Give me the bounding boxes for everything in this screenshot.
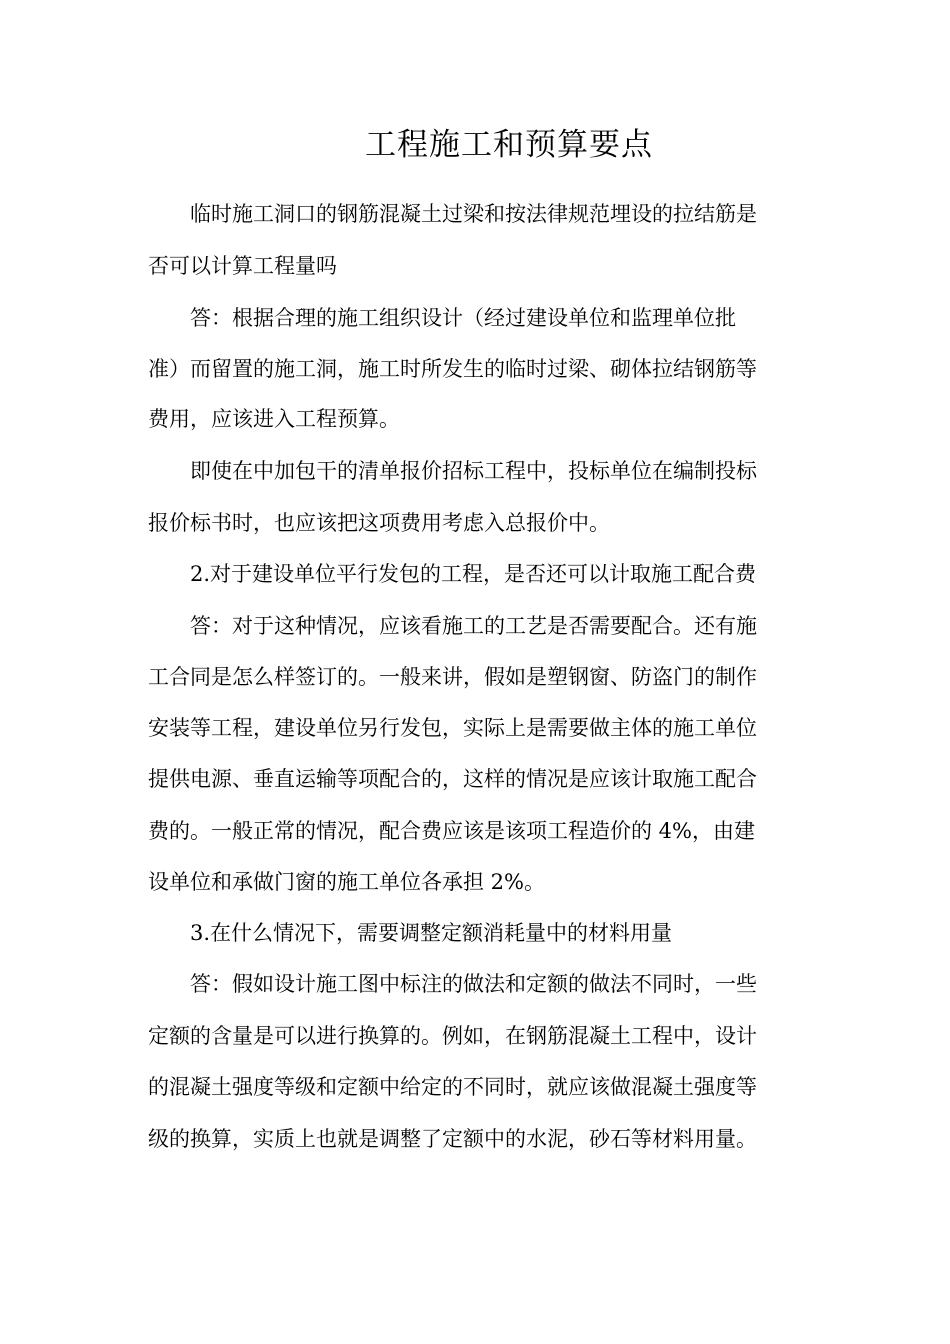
text-line: 报价标书时，也应该把这项费用考虑入总报价中。 [148,511,610,535]
text-line: 准）而留置的施工洞，施工时所发生的临时过梁、砌体拉结钢筋等 [148,357,757,381]
text-line: 答：对于这种情况，应该看施工的工艺是否需要配合。还有施 [190,614,757,638]
text-line: 否可以计算工程量吗 [148,254,337,278]
text-line: 设单位和承做门窗的施工单位各承担 2%。 [148,870,545,894]
text-line: 即使在中加包干的清单报价招标工程中，投标单位在编制投标 [190,459,757,483]
text-line: 安装等工程，建设单位另行发包，实际上是需要做主体的施工单位 [148,716,757,740]
text-line: 费的。一般正常的情况，配合费应该是该项工程造价的 4%，由建 [148,819,755,843]
text-line: 级的换算，实质上也就是调整了定额中的水泥，砂石等材料用量。 [148,1127,757,1151]
text-line: 工合同是怎么样签订的。一般来讲，假如是塑钢窗、防盗门的制作 [148,665,757,689]
text-line: 定额的含量是可以进行换算的。例如，在钢筋混凝土工程中，设计 [148,1024,757,1048]
text-line: 答：假如设计施工图中标注的做法和定额的做法不同时，一些 [190,972,757,996]
text-line: 的混凝土强度等级和定额中给定的不同时，就应该做混凝土强度等 [148,1075,757,1099]
text-line: 费用，应该进入工程预算。 [148,407,400,431]
text-line: 3.在什么情况下，需要调整定额消耗量中的材料用量 [190,921,673,945]
text-line: 提供电源、垂直运输等项配合的，这样的情况是应该计取施工配合 [148,767,757,791]
text-line: 临时施工洞口的钢筋混凝土过梁和按法律规范埋设的拉结筋是 [190,202,757,226]
text-line: 2.对于建设单位平行发包的工程，是否还可以计取施工配合费 [190,562,757,586]
document-title: 工程施工和预算要点 [365,127,653,163]
text-line: 答：根据合理的施工组织设计（经过建设单位和监理单位批 [190,306,736,330]
